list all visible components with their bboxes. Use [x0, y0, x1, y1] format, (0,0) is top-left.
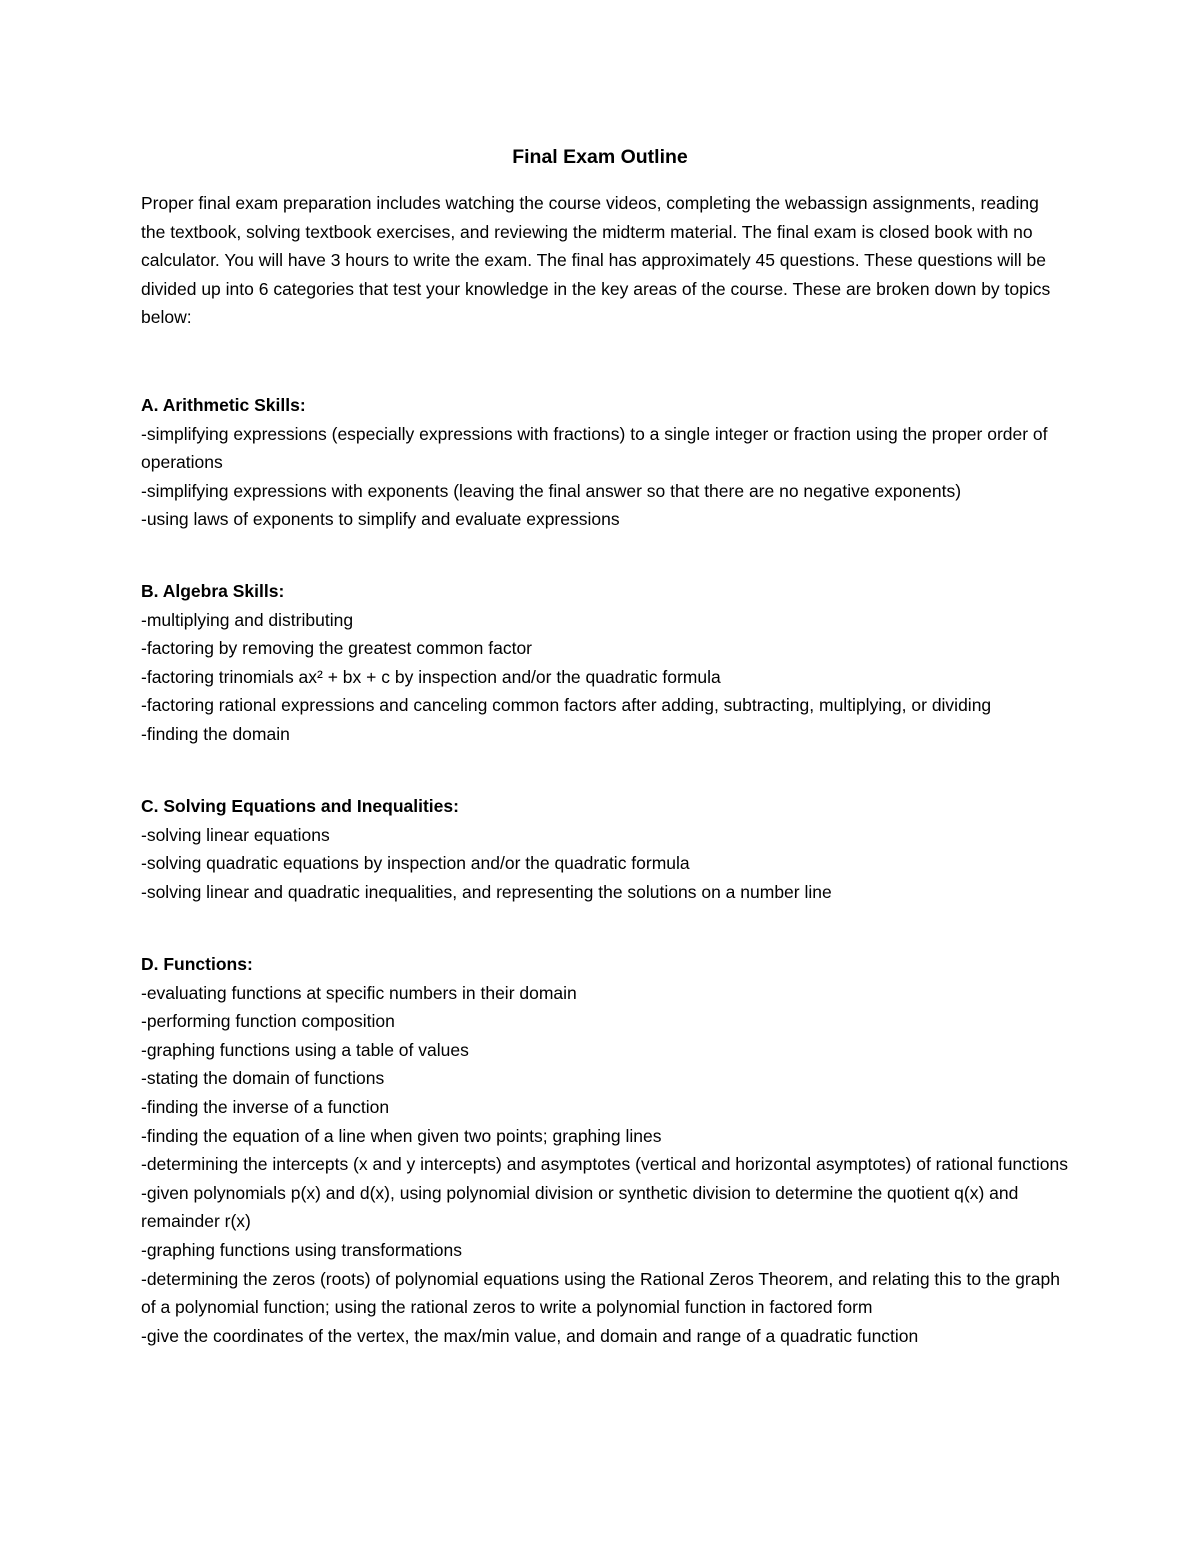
topic-item: -finding the domain [141, 723, 290, 744]
topic-item: -graphing functions using transformations [141, 1239, 463, 1260]
topic-item: -given polynomials p(x) and d(x), using polynomial division or synthetic division to determine the quotient q(x) and remainder r(x) [141, 1182, 1019, 1232]
section-heading: A. Arithmetic Skills: [141, 395, 306, 415]
section-functions [141, 950, 1071, 1350]
document-title: Final Exam Outline [512, 146, 688, 168]
topic-item: -graphing functions using a table of values [141, 1039, 469, 1060]
topic-list [141, 979, 1071, 1351]
topic-item: -factoring by removing the greatest common factor [141, 638, 533, 659]
topic-list [141, 606, 1071, 749]
topic-item: -finding the inverse of a function [141, 1096, 390, 1117]
topic-item: -solving quadratic equations by inspection and/or the quadratic formula [141, 853, 690, 874]
section-arithmetic-skills [141, 391, 1071, 534]
topic-item: -evaluating functions at specific numbers in their domain [141, 982, 577, 1003]
topic-item: -determining the intercepts (x and y intercepts) and asymptotes (vertical and horizontal asymptotes) of rational functions [141, 1154, 1068, 1175]
intro-paragraph: Proper final exam preparation includes watching the course videos, completing the webassign assignments, reading the textbook, solving textbook exercises, and reviewing the midterm material. The final exam is closed book with no calculator. You will have 3 hours to write the exam. The final has approximately 45 questions. These questions will be divided up into 6 categories that test your knowledge in the key areas of the course. These are broken down by topics below: [141, 193, 1051, 328]
topic-item: -solving linear and quadratic inequalities, and representing the solutions on a number line [141, 881, 832, 902]
topic-item: -using laws of exponents to simplify and evaluate expressions [141, 509, 620, 530]
topic-item: -give the coordinates of the vertex, the max/min value, and domain and range of a quadratic function [141, 1325, 919, 1346]
topic-list [141, 821, 1071, 907]
topic-item: -solving linear equations [141, 824, 330, 845]
topic-item: -determining the zeros (roots) of polynomial equations using the Rational Zeros Theorem, and relating this to the graph of a polynomial function; using the rational zeros to write a polynomial function in factored form [141, 1268, 1060, 1318]
topic-item: -simplifying expressions (especially expressions with fractions) to a single integer or fraction using the proper order of operations [141, 423, 1048, 473]
section-solving-equations [141, 792, 1071, 906]
topic-item: -simplifying expressions with exponents (leaving the final answer so that there are no negative exponents) [141, 480, 962, 501]
topic-item: -finding the equation of a line when given two points; graphing lines [141, 1125, 662, 1146]
topic-item: -factoring rational expressions and canceling common factors after adding, subtracting, multiplying, or dividing [141, 695, 992, 716]
topic-item: -performing function composition [141, 1011, 395, 1032]
section-algebra-skills [141, 577, 1071, 749]
topic-item: -stating the domain of functions [141, 1068, 385, 1089]
section-heading: B. Algebra Skills: [141, 581, 285, 601]
topic-item: -multiplying and distributing [141, 609, 354, 630]
topic-list [141, 420, 1071, 534]
section-heading: D. Functions: [141, 954, 253, 974]
section-heading: C. Solving Equations and Inequalities: [141, 796, 459, 816]
topic-item: -factoring trinomials ax² + bx + c by inspection and/or the quadratic formula [141, 666, 721, 687]
